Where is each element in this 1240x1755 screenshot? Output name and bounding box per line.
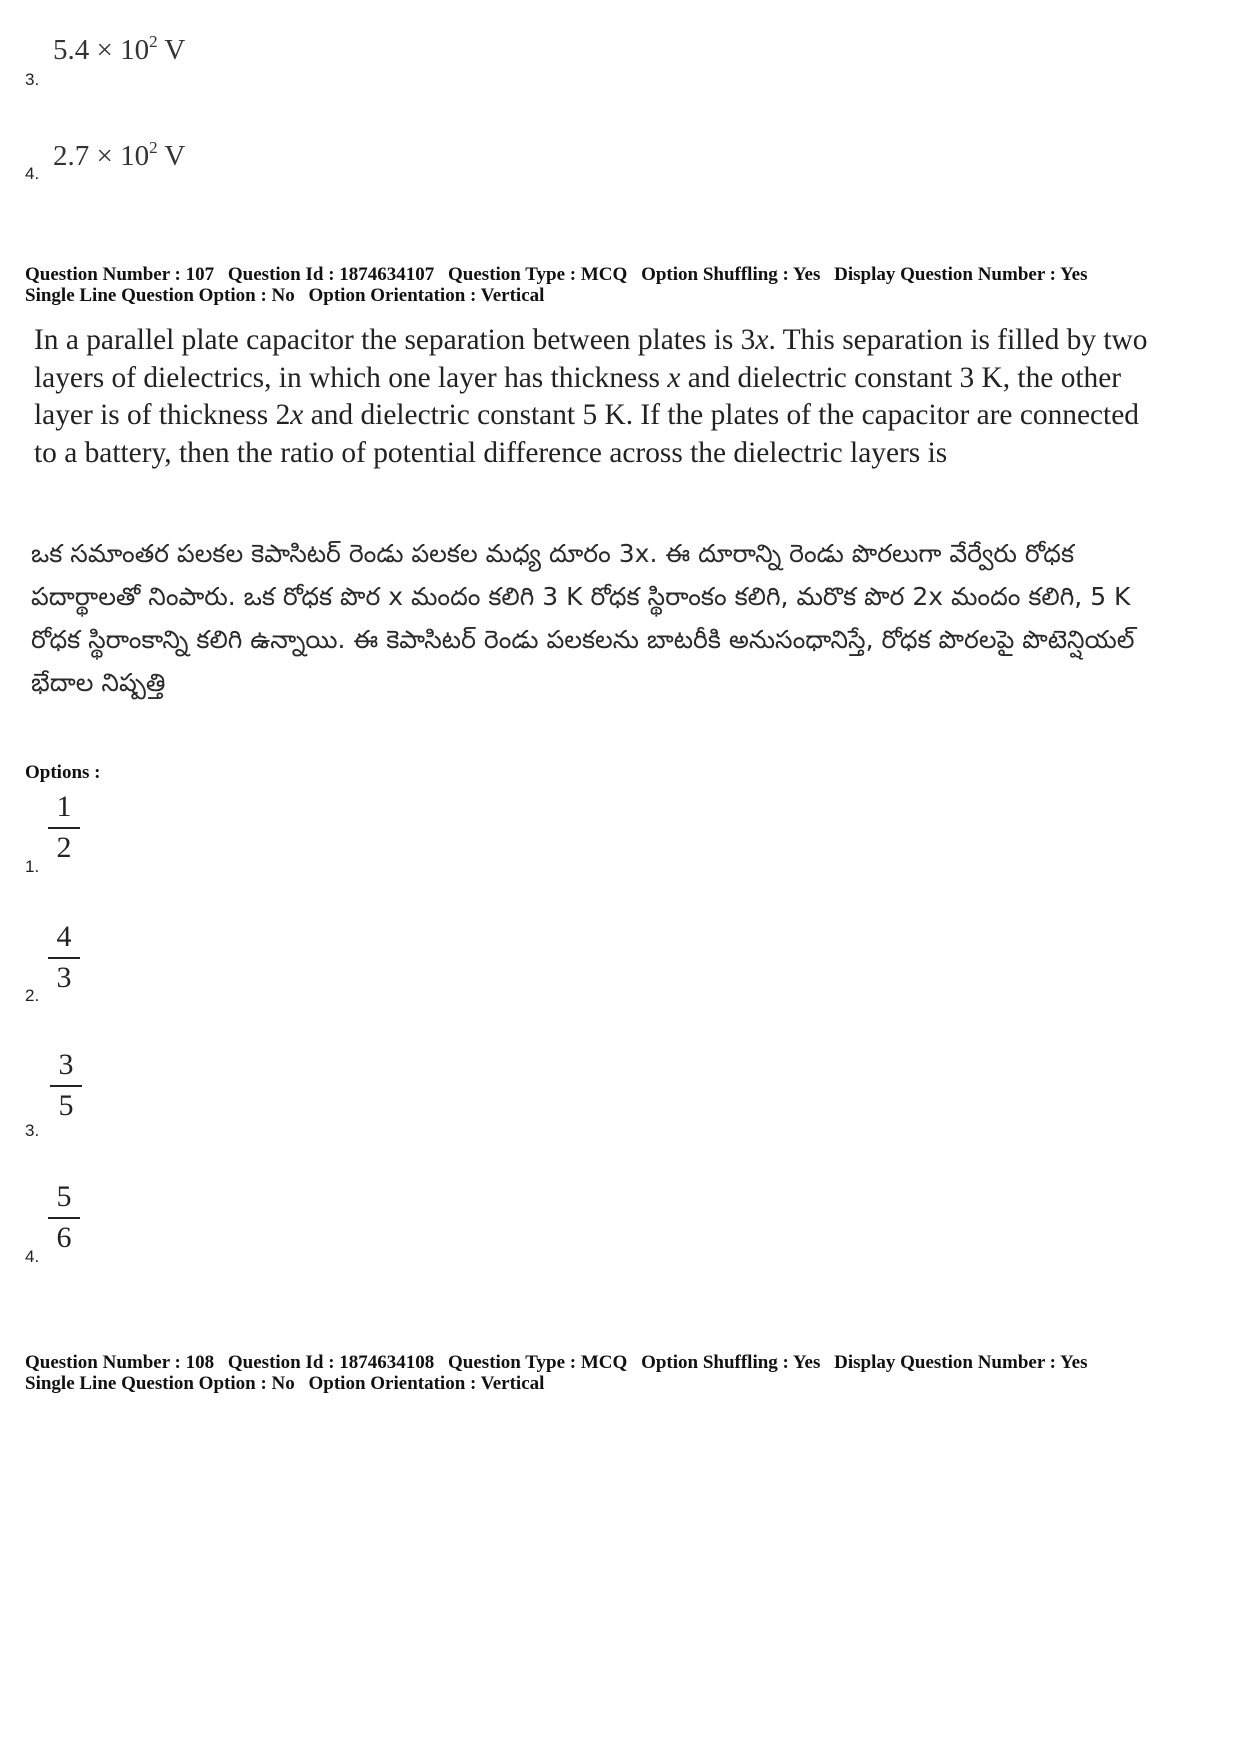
q107-meta-line2: Single Line Question Option : No Option Orientation : Vertical xyxy=(25,285,545,306)
prev-option-4-number: 4. xyxy=(25,164,40,183)
fraction-bar xyxy=(48,957,80,959)
fraction-bar xyxy=(48,1217,80,1219)
fraction-bar xyxy=(50,1085,82,1087)
denominator: 6 xyxy=(56,1221,72,1254)
prev-option-3-number: 3. xyxy=(25,70,40,89)
q107-option-1-number: 1. xyxy=(25,857,40,876)
q108-meta-line2: Single Line Question Option : No Option Orientation : Vertical xyxy=(25,1373,545,1394)
q107-option-2-number: 2. xyxy=(25,986,40,1005)
denominator: 3 xyxy=(56,961,72,994)
q107-option-3-fraction xyxy=(48,1048,84,1123)
q107-option-4-number: 4. xyxy=(25,1247,40,1266)
numerator: 5 xyxy=(56,1180,72,1213)
q107-option-2-fraction xyxy=(46,920,82,995)
q107-meta-line1: Question Number : 107 Question Id : 1874634107 Question Type : MCQ Option Shuffling : Yes Display Question Number : Yes xyxy=(25,264,1088,285)
denominator: 2 xyxy=(56,831,72,864)
q107-options-label: Options : xyxy=(25,762,101,783)
q107-option-1-fraction xyxy=(46,790,82,865)
q107-question-english: In a parallel plate capacitor the separation between plates is 3x. This separation is filled by two layers of dielectrics, in which one layer has thickness x and dielectric constant 3 K, the other layer is of thickness 2x and dielectric constant 5 K. If the plates of the capacitor are connected to a battery, then the ratio of potential difference across the dielectric layers is xyxy=(34,324,1148,469)
numerator: 3 xyxy=(58,1048,74,1081)
numerator: 4 xyxy=(56,920,72,953)
fraction-bar xyxy=(48,827,80,829)
denominator: 5 xyxy=(58,1089,74,1122)
q108-meta-line1: Question Number : 108 Question Id : 1874634108 Question Type : MCQ Option Shuffling : Yes Display Question Number : Yes xyxy=(25,1352,1088,1373)
q107-option-3-number: 3. xyxy=(25,1121,40,1140)
q107-option-4-fraction xyxy=(46,1180,82,1255)
numerator: 1 xyxy=(56,790,72,823)
prev-option-3-value: $5.4 \times 10^2$ V xyxy=(53,32,186,66)
q107-question-telugu: ఒక సమాంతర పలకల కెపాసిటర్ రెండు పలకల మధ్య దూరం 3x. ఈ దూరాన్ని రెండు పొరలుగా వేర్వేరు రోధక పదార్థాలతో నింపారు. ఒక రోధక పొర x మందం కలిగి 3 K రోధక స్థిరాంకం కలిగి, మరొక పొర 2x మందం కలిగి, 5 K రోధక స్థిరాంకాన్ని కలిగి ఉన్నాయి. ఈ కెపాసిటర్ రెండు పలకలను బాటరీకి అనుసంధానిస్తే, రోధక పొరలపై పొటెన్షియల్ భేదాల నిష్పత్తి xyxy=(31,539,1135,697)
prev-option-4-value: $2.7 \times 10^2$ V xyxy=(53,138,186,172)
